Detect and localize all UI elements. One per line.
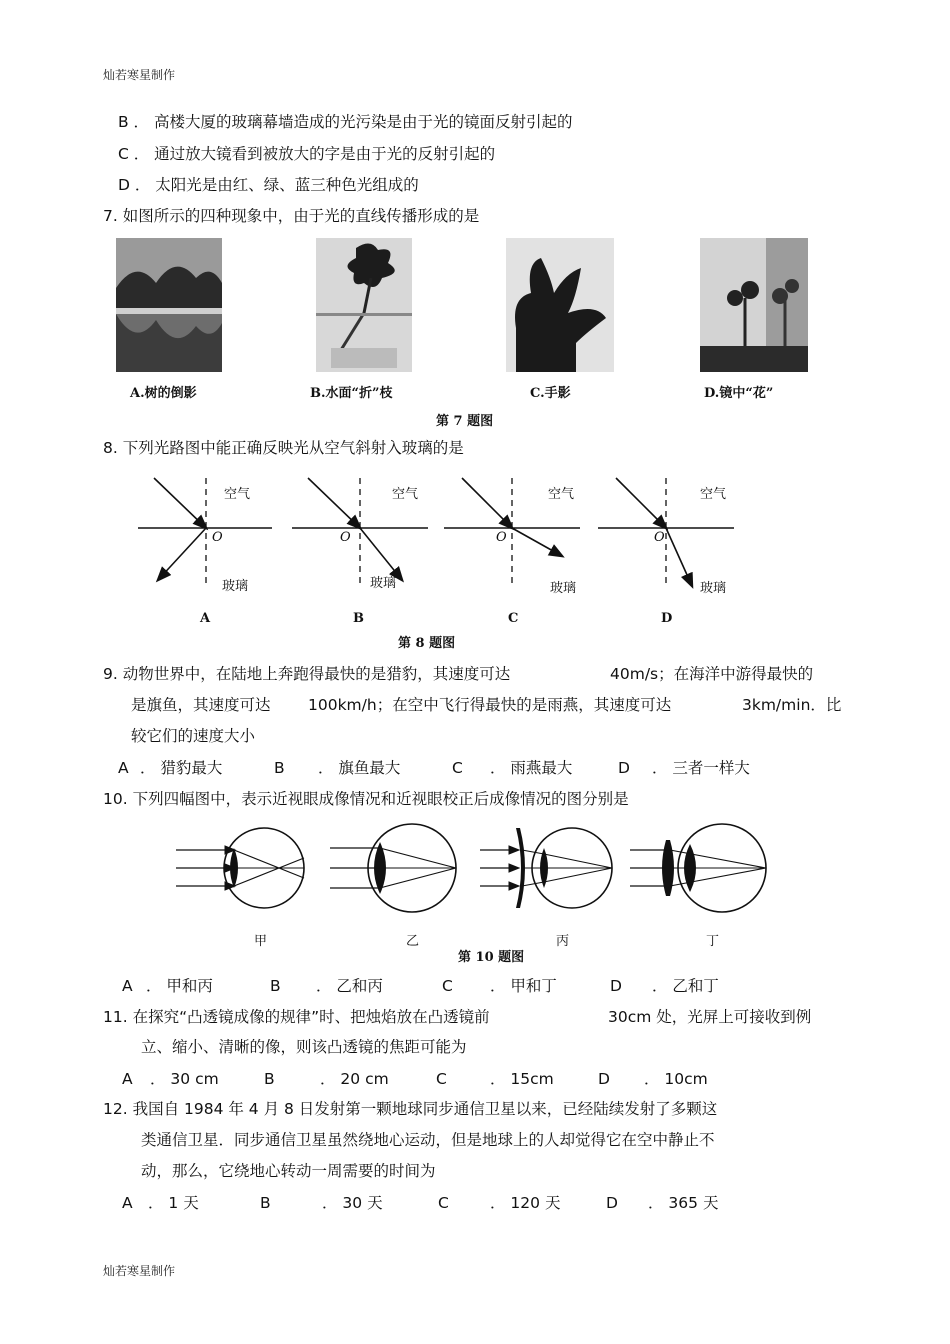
q11-option-b-text: ． 20 cm	[320, 1070, 389, 1088]
q9-line1-b: 40m/s；在海洋中游得最快的	[610, 665, 814, 683]
q9-option-a-letter: A	[118, 759, 129, 777]
bent-branch-image	[316, 238, 412, 372]
q9-line2-a: 是旗鱼，其速度可达	[131, 696, 271, 714]
q7-figure-title: 第 7 题图	[436, 414, 494, 429]
q8-glass-label-d: 玻璃	[700, 581, 727, 596]
q8-origin-a: O	[212, 530, 223, 545]
q7-stem: 7. 如图所示的四种现象中，由于光的直线传播形成的是	[103, 207, 480, 225]
tree-reflection-image	[116, 238, 222, 372]
q8-glass-label-c: 玻璃	[550, 581, 577, 596]
q11-line1-a: 11. 在探究“凸透镜成像的规律”时、把烛焰放在凸透镜前	[103, 1008, 490, 1026]
q12-line2: 类通信卫星．同步通信卫星虽然绕地心运动，但是地球上的人却觉得它在空中静止不	[141, 1131, 715, 1149]
q8-air-label-a: 空气	[224, 487, 251, 502]
q12-option-c-letter: C	[438, 1194, 449, 1212]
q8-label-c: C	[508, 611, 519, 626]
q7-caption-d: D.镜中“花”	[704, 386, 774, 401]
q7-figure	[110, 234, 845, 429]
q6-option-b: B ． 高楼大厦的玻璃幕墙造成的光污染是由于光的镜面反射引起的	[118, 113, 573, 131]
hand-shadow-image	[506, 238, 614, 372]
q8-air-label-b: 空气	[392, 487, 419, 502]
eye-diagram-ding	[630, 824, 766, 912]
q10-option-c-text: ． 甲和丁	[490, 977, 557, 995]
q8-air-label-d: 空气	[700, 487, 727, 502]
q10-label-bing: 丙	[556, 934, 570, 949]
q9-option-a-text: ． 猎豹最大	[140, 759, 223, 777]
q11-line1-b: 30cm 处，光屏上可接收到例	[608, 1008, 812, 1026]
q6-option-d: D ． 太阳光是由红、绿、蓝三种色光组成的	[118, 176, 419, 194]
q9-line3: 较它们的速度大小	[131, 727, 256, 745]
page-header: 灿若寒星制作	[103, 68, 176, 82]
q8-origin-c: O	[496, 530, 507, 545]
q7-caption-a: A.树的倒影	[130, 386, 197, 401]
q12-option-b-text: ． 30 天	[322, 1194, 383, 1212]
q8-figure-title: 第 8 题图	[398, 636, 456, 651]
q10-option-a-letter: A	[122, 977, 133, 995]
q9-option-b-letter: B	[274, 759, 285, 777]
q11-option-a-letter: A	[122, 1070, 133, 1088]
q11-option-c-text: ． 15cm	[490, 1070, 554, 1088]
q9-line1-a: 9. 动物世界中，在陆地上奔跑得最快的是猎豹，其速度可达	[103, 665, 511, 683]
q12-option-c-text: ． 120 天	[490, 1194, 561, 1212]
q12-option-a-letter: A	[122, 1194, 133, 1212]
q8-air-label-c: 空气	[548, 487, 575, 502]
eye-diagram-jia	[176, 828, 304, 908]
eye-diagram-bing	[480, 828, 612, 908]
q12-line1: 12. 我国自 1984 年 4 月 8 日发射第一颗地球同步通信卫星以来，已经陆续发射了多颗这	[103, 1100, 718, 1118]
q10-label-jia: 甲	[254, 934, 268, 949]
q9-option-b-text: ． 旗鱼最大	[318, 759, 401, 777]
q11-option-b-letter: B	[264, 1070, 275, 1088]
q8-label-b: B	[353, 611, 364, 626]
q11-option-d-text: ． 10cm	[644, 1070, 708, 1088]
q9-line2-b: 100km/h；在空中飞行得最快的是雨燕，其速度可达	[308, 696, 672, 714]
q7-caption-c: C.手影	[530, 386, 571, 401]
q9-option-d-text: ． 三者一样大	[652, 759, 750, 777]
q11-option-c-letter: C	[436, 1070, 447, 1088]
q10-option-b-letter: B	[270, 977, 281, 995]
q7-caption-b: B.水面“折”枝	[310, 386, 393, 401]
q11-option-a-text: ． 30 cm	[150, 1070, 219, 1088]
q10-stem: 10. 下列四幅图中，表示近视眼成像情况和近视眼校正后成像情况的图分别是	[103, 790, 629, 808]
q9-option-d-letter: D	[618, 759, 630, 777]
q10-option-b-text: ． 乙和丙	[316, 977, 383, 995]
q10-option-d-letter: D	[610, 977, 622, 995]
q8-glass-label-a: 玻璃	[222, 579, 249, 594]
q11-line2: 立、缩小、清晰的像，则该凸透镜的焦距可能为	[141, 1038, 467, 1056]
q10-option-c-letter: C	[442, 977, 453, 995]
q9-line2-c: 3km/min．比	[742, 696, 842, 714]
q8-diagram-a	[138, 478, 272, 585]
q11-option-d-letter: D	[598, 1070, 610, 1088]
mirror-flower-image	[700, 238, 808, 372]
q12-option-a-text: ． 1 天	[148, 1194, 199, 1212]
q8-glass-label-b: 玻璃	[370, 576, 397, 591]
page-footer: 灿若寒星制作	[103, 1264, 176, 1278]
q12-line3: 动，那么，它绕地心转动一周需要的时间为	[141, 1162, 436, 1180]
q8-label-d: D	[661, 611, 673, 626]
q8-label-a: A	[200, 611, 211, 626]
q8-origin-b: O	[340, 530, 351, 545]
eye-diagram-yi	[330, 824, 456, 912]
q10-option-d-text: ． 乙和丁	[652, 977, 719, 995]
q9-option-c-letter: C	[452, 759, 463, 777]
q12-option-d-letter: D	[606, 1194, 618, 1212]
q10-label-yi: 乙	[406, 934, 420, 949]
q8-origin-d: O	[654, 530, 665, 545]
q12-option-d-text: ． 365 天	[648, 1194, 719, 1212]
q6-option-c: C ． 通过放大镜看到被放大的字是由于光的反射引起的	[118, 145, 496, 163]
q12-option-b-letter: B	[260, 1194, 271, 1212]
q10-label-ding: 丁	[706, 934, 720, 949]
q9-option-c-text: ． 雨燕最大	[490, 759, 573, 777]
q8-stem: 8. 下列光路图中能正确反映光从空气斜射入玻璃的是	[103, 439, 464, 457]
q10-figure-title: 第 10 题图	[458, 950, 525, 965]
q10-option-a-text: ． 甲和丙	[146, 977, 213, 995]
